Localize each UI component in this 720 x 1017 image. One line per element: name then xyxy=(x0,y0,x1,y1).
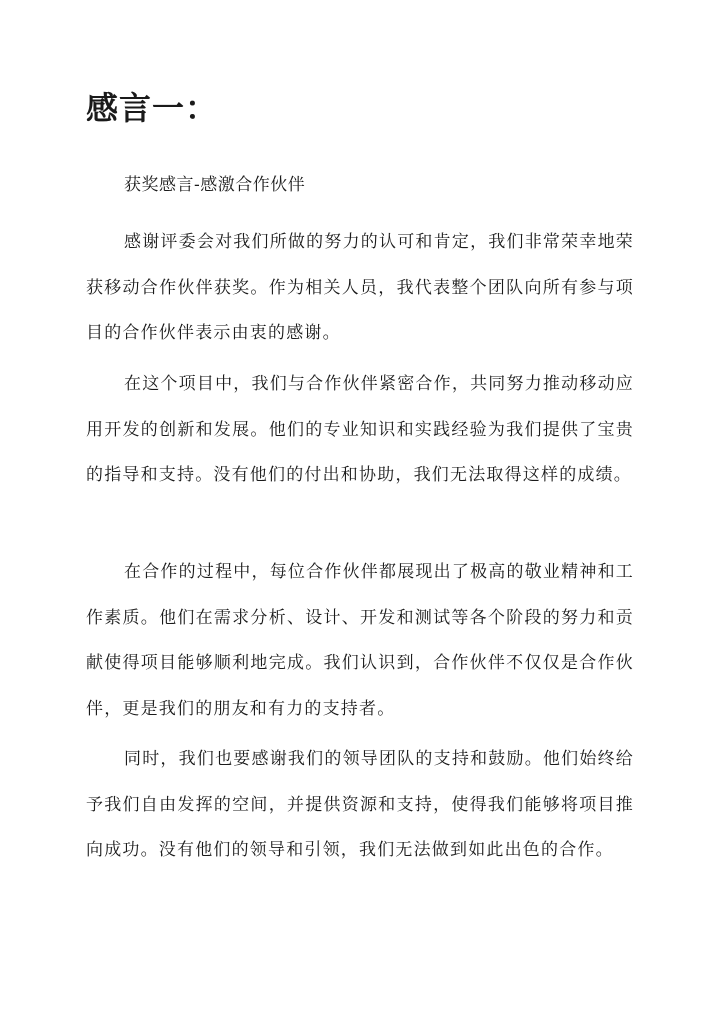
paragraph-1: 感谢评委会对我们所做的努力的认可和肯定，我们非常荣幸地荣获移动合作伙伴获奖。作为相关人员，我代表整个团队向所有参与项目的合作伙伴表示由衷的感谢。 xyxy=(86,232,634,343)
page-title: 感言一： xyxy=(86,89,219,127)
paragraph-2: 在这个项目中，我们与合作伙伴紧密合作，共同努力推动移动应用开发的创新和发展。他们的专业知识和实践经验为我们提供了宝贵的指导和支持。没有他们的付出和协助，我们无法取得这样的成绩。 xyxy=(86,374,634,485)
document-subtitle: 获奖感言-感激合作伙伴 xyxy=(124,175,306,195)
paragraph-4: 同时，我们也要感谢我们的领导团队的支持和鼓励。他们始终给予我们自由发挥的空间，并提供资源和支持，使得我们能够将项目推向成功。没有他们的领导和引领，我们无法做到如此出色的合作。 xyxy=(86,749,634,860)
paragraph-3: 在合作的过程中，每位合作伙伴都展现出了极高的敬业精神和工作素质。他们在需求分析、设计、开发和测试等各个阶段的努力和贡献使得项目能够顺利地完成。我们认识到，合作伙伴不仅仅是合作伙伴，更是我们的朋友和有力的支持者。 xyxy=(86,562,634,719)
